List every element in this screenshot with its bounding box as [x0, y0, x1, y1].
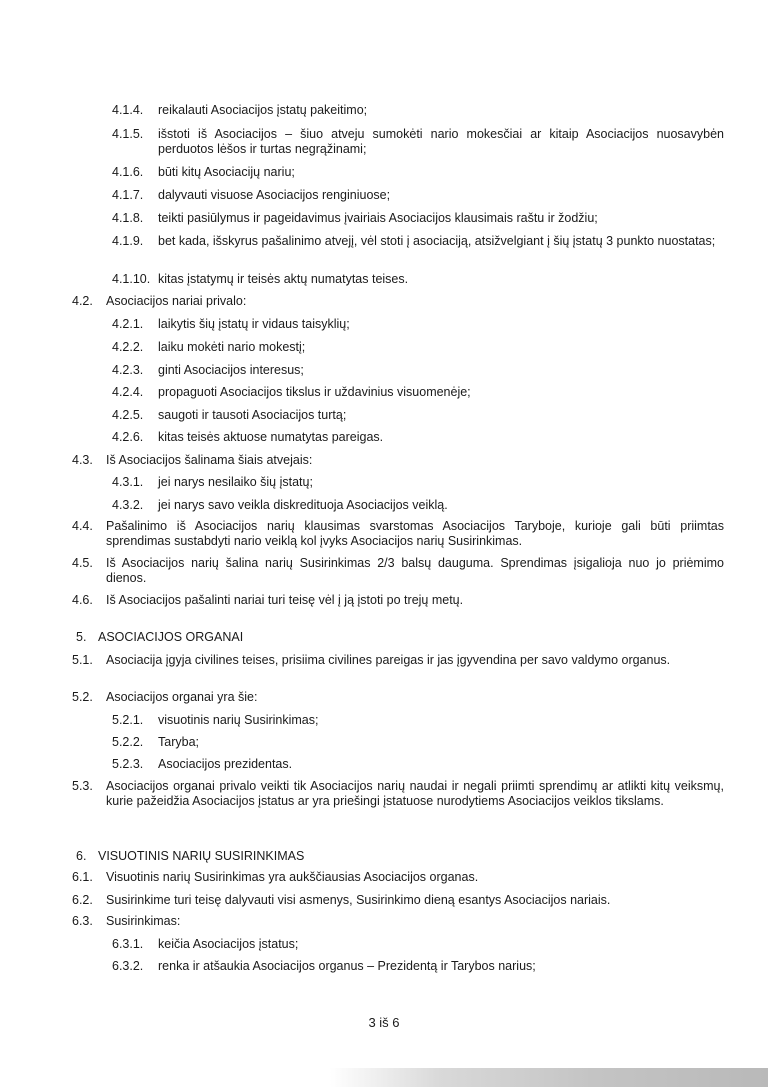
list-item: 4.1.4. reikalauti Asociacijos įstatų pakeitimo; [112, 103, 368, 117]
list-item: 6.3.2. renka ir atšaukia Asociacijos organus – Prezidentą ir Tarybos narius; [112, 959, 536, 973]
list-item: 4.6. Iš Asociacijos pašalinti nariai turi teisę vėl į ją įstoti po trejų metų. [72, 593, 464, 607]
list-item: 5.2. Asociacijos organai yra šie: [72, 690, 258, 704]
page-number: 3 iš 6 [368, 1015, 400, 1030]
list-item: 6.1. Visuotinis narių Susirinkimas yra aukščiausias Asociacijos organas. [72, 870, 479, 884]
list-item: 4.2.2. laiku mokėti nario mokestį; [112, 340, 306, 354]
list-item: 5.2.1. visuotinis narių Susirinkimas; [112, 713, 319, 727]
list-item: 4.2.6. kitas teisės aktuose numatytas pareigas. [112, 430, 384, 444]
list-item: 5.2.2. Taryba; [112, 735, 199, 749]
list-item: 6.3. Susirinkimas: [72, 914, 181, 928]
list-item: 4.4. Pašalinimo iš Asociacijos narių klausimas svarstomas Asociacijos Taryboje, kurioje gali būti priimtas sprendimas sustabdyti nario veiklą kol įvyks Asociacijos narių Susirinkimas. [72, 519, 724, 548]
section-heading: 5. ASOCIACIJOS ORGANAI [76, 630, 244, 644]
list-item: 4.2.3. ginti Asociacijos interesus; [112, 363, 304, 377]
list-item: 4.3. Iš Asociacijos šalinama šiais atvejais: [72, 453, 313, 467]
list-item: 6.2. Susirinkime turi teisę dalyvauti visi asmenys, Susirinkimo dieną esantys Asociacijos nariais. [72, 893, 611, 907]
section-heading: 6. VISUOTINIS NARIŲ SUSIRINKIMAS [76, 849, 305, 863]
list-item: 6.3.1. keičia Asociacijos įstatus; [112, 937, 299, 951]
list-item: 5.2.3. Asociacijos prezidentas. [112, 757, 293, 771]
list-item: 5.1. Asociacija įgyja civilines teises, prisiima civilines pareigas ir jas įgyvendina per savo valdymo organus. [72, 653, 671, 667]
list-item: 4.2.4. propaguoti Asociacijos tikslus ir uždavinius visuomenėje; [112, 385, 471, 399]
list-item: 4.2. Asociacijos nariai privalo: [72, 294, 247, 308]
list-item: 4.2.1. laikytis šių įstatų ir vidaus taisyklių; [112, 317, 350, 331]
list-item: 4.1.6. būti kitų Asociacijų nariu; [112, 165, 295, 179]
list-item: 4.1.8. teikti pasiūlymus ir pageidavimus įvairiais Asociacijos klausimais raštu ir žodžiu; [112, 211, 598, 225]
list-item: 4.3.1. jei narys nesilaiko šių įstatų; [112, 475, 313, 489]
list-item: 4.3.2. jei narys savo veikla diskredituoja Asociacijos veiklą. [112, 498, 448, 512]
scan-edge-shadow [330, 1068, 768, 1087]
list-item: 4.1.7. dalyvauti visuose Asociacijos renginiuose; [112, 188, 391, 202]
list-item: 4.1.10. kitas įstatymų ir teisės aktų numatytas teises. [112, 272, 409, 286]
list-item: 4.1.9. bet kada, išskyrus pašalinimo atvejį, vėl stoti į asociaciją, atsižvelgiant į šių įstatų 3 punkto nuostatas; [112, 234, 716, 248]
list-item: 5.3. Asociacijos organai privalo veikti tik Asociacijos narių naudai ir negali priimti sprendimų ar atlikti kitų veiksmų, kurie pažeidžia Asociacijos įstatus ar yra priešingi įstatuose nurodytiems Asociacijos veiklos tikslams. [72, 779, 724, 808]
list-item: 4.1.5. išstoti iš Asociacijos – šiuo atveju sumokėti nario mokesčiai ar kitaip Asociacijos nuosavybėn perduotos lėšos ir turtas negrąžinami; [112, 127, 724, 156]
list-item: 4.2.5. saugoti ir tausoti Asociacijos turtą; [112, 408, 347, 422]
list-item: 4.5. Iš Asociacijos narių šalina narių Susirinkimas 2/3 balsų dauguma. Sprendimas įsigalioja nuo jo priėmimo dienos. [72, 556, 724, 585]
